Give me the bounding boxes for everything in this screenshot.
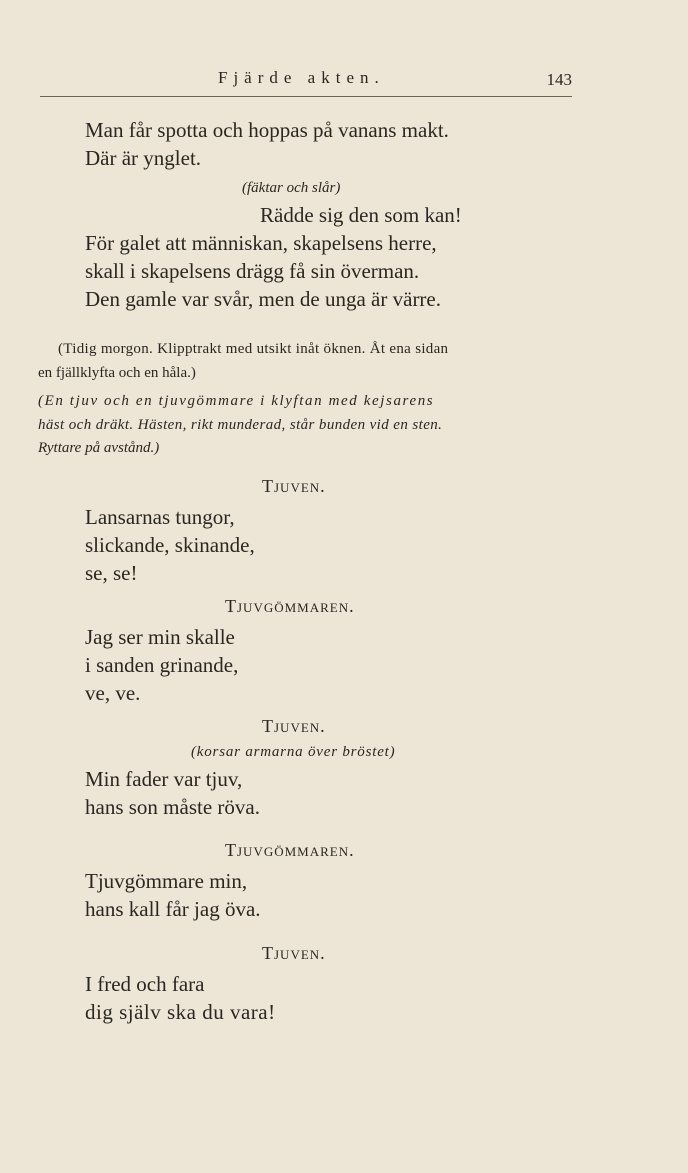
speaker-name: Tjuven. xyxy=(262,476,326,496)
scene-direction-line: häst och dräkt. Hästen, rikt munderad, står bunden vid en sten. xyxy=(38,417,443,433)
scene-direction-line: Ryttare på avstånd.) xyxy=(38,440,160,456)
verse-line: Man får spotta och hoppas på vanans makt. xyxy=(85,118,449,142)
verse-line: skall i skapelsens drägg få sin överman. xyxy=(85,259,420,283)
speaker-name: Tjuvgömmaren. xyxy=(225,840,355,860)
verse-line: se, se! xyxy=(85,561,138,585)
verse-line: Rädde sig den som kan! xyxy=(260,203,462,227)
verse-line: För galet att människan, skapelsens herre, xyxy=(85,231,437,255)
verse-line: I fred och fara xyxy=(85,972,205,996)
speaker-name: Tjuven. xyxy=(262,716,326,736)
verse-line: Tjuvgömmare min, xyxy=(85,869,248,893)
verse-line: Jag ser min skalle xyxy=(85,625,235,649)
verse-line: hans son måste röva. xyxy=(85,795,260,819)
running-head-title: Fjärde akten. xyxy=(218,68,385,87)
verse-line: dig själv ska du vara! xyxy=(85,1000,276,1024)
verse-line: i sanden grinande, xyxy=(85,653,239,677)
scene-direction-line: (En tjuv och en tjuvgömmare i klyftan med kejsarens xyxy=(38,393,435,409)
speaker-name: Tjuven. xyxy=(262,943,326,963)
scene-setting-line: en fjällklyfta och en håla.) xyxy=(38,365,196,381)
verse-line: hans kall får jag öva. xyxy=(85,897,261,921)
verse-line: Den gamle var svår, men de unga är värre. xyxy=(85,287,441,311)
speaker-name: Tjuvgömmaren. xyxy=(225,596,355,616)
stage-direction: (fäktar och slår) xyxy=(242,180,341,196)
verse-line: Min fader var tjuv, xyxy=(85,767,243,791)
verse-line: Där är ynglet. xyxy=(85,146,202,170)
page-number: 143 xyxy=(546,70,572,89)
verse-line: slickande, skinande, xyxy=(85,533,255,557)
verse-line: Lansarnas tungor, xyxy=(85,505,235,529)
verse-line: ve, ve. xyxy=(85,681,141,705)
stage-direction: (korsar armarna över bröstet) xyxy=(191,744,396,760)
scene-setting-line: (Tidig morgon. Klipptrakt med utsikt inåt öknen. Åt ena sidan xyxy=(58,341,449,357)
running-head xyxy=(40,66,572,97)
